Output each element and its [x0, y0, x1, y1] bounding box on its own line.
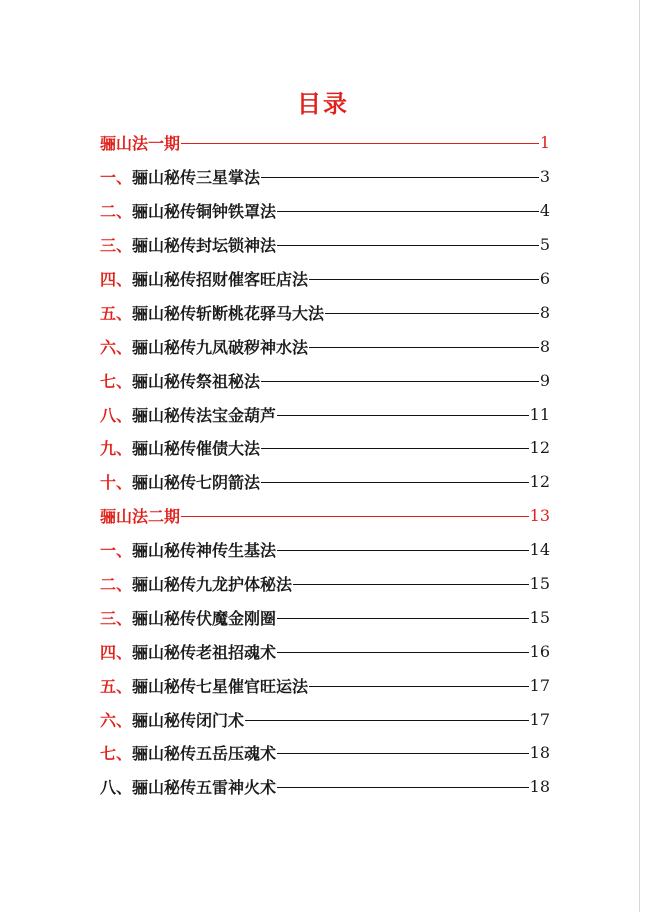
toc-entry[interactable]	[100, 634, 550, 668]
toc-entry-number: 三、	[100, 236, 133, 256]
toc-page-number: 8	[539, 302, 550, 322]
toc-entry-number: 六、	[100, 710, 133, 730]
toc-entry-label: 骊山秘传九龙护体秘法	[132, 575, 293, 595]
toc-entry[interactable]	[100, 770, 550, 804]
toc-leader-line	[245, 720, 529, 721]
toc-page-number: 8	[539, 336, 550, 356]
toc-entry-label: 骊山秘传五岳压魂术	[132, 744, 277, 764]
toc-entry-label: 骊山秘传法宝金葫芦	[132, 405, 277, 425]
toc-entry-number: 九、	[100, 439, 133, 459]
toc-leader-line	[261, 448, 529, 449]
toc-entry-number: 五、	[100, 303, 133, 323]
toc-page-number: 15	[529, 607, 550, 627]
toc-leader-line	[277, 618, 529, 619]
toc-section-label: 骊山法二期	[100, 507, 181, 527]
toc-entry-number: 二、	[100, 202, 133, 222]
toc-page-number: 4	[539, 201, 550, 221]
toc-entry-label: 骊山秘传七阴箭法	[132, 473, 261, 493]
toc-entry-number: 八、	[100, 778, 133, 798]
toc-leader-line	[309, 279, 539, 280]
toc-entry-label: 骊山秘传闭门术	[132, 710, 245, 730]
toc-page-number: 14	[529, 540, 550, 560]
page-edge-line	[639, 0, 640, 912]
toc-entry-label: 骊山秘传老祖招魂术	[132, 642, 277, 662]
toc-entry[interactable]	[100, 295, 550, 329]
toc-entry-label: 骊山秘传催债大法	[132, 439, 261, 459]
toc-page-number: 12	[529, 472, 550, 492]
toc-entry-number: 十、	[100, 473, 133, 493]
table-of-contents	[100, 126, 550, 804]
toc-entry[interactable]	[100, 465, 550, 499]
toc-leader-line	[261, 177, 539, 178]
toc-section-heading[interactable]	[100, 499, 550, 533]
toc-page-number: 6	[539, 269, 550, 288]
toc-section-heading[interactable]	[100, 126, 550, 160]
toc-entry-label: 骊山秘传招财催客旺店法	[132, 270, 309, 289]
toc-page-number: 11	[529, 404, 550, 424]
toc-entry-label: 骊山秘传祭祖秘法	[132, 371, 261, 391]
toc-entry[interactable]	[100, 702, 550, 736]
toc-page-number: 16	[529, 641, 550, 661]
toc-leader-line	[261, 482, 529, 483]
toc-leader-line	[181, 143, 539, 144]
toc-entry[interactable]	[100, 567, 550, 601]
toc-entry-number: 八、	[100, 405, 133, 425]
toc-entry-label: 骊山秘传封坛锁神法	[132, 236, 277, 256]
toc-leader-line	[277, 245, 539, 246]
toc-page-number: 3	[539, 167, 550, 187]
toc-page-number: 17	[529, 709, 550, 729]
page-title: 目录	[297, 89, 349, 118]
toc-entry[interactable]	[100, 600, 550, 634]
toc-leader-line	[261, 381, 539, 382]
toc-page-number: 13	[529, 506, 550, 526]
toc-entry-label: 骊山秘传九凤破秽神水法	[132, 337, 309, 357]
toc-entry-label: 骊山秘传神传生基法	[132, 541, 277, 561]
toc-page-number: 12	[529, 438, 550, 458]
toc-page-number: 18	[529, 777, 550, 797]
toc-entry-number: 四、	[100, 642, 133, 662]
toc-entry-number: 一、	[100, 168, 133, 188]
toc-entry[interactable]	[100, 262, 550, 296]
toc-entry[interactable]	[100, 397, 550, 431]
toc-leader-line	[309, 347, 539, 348]
toc-entry-number: 二、	[100, 575, 133, 595]
toc-entry-number: 五、	[100, 676, 133, 696]
toc-leader-line	[181, 516, 529, 517]
toc-entry-number: 六、	[100, 337, 133, 357]
toc-leader-line	[277, 652, 529, 653]
toc-leader-line	[309, 686, 529, 687]
toc-entry[interactable]	[100, 533, 550, 567]
toc-entry[interactable]	[100, 228, 550, 262]
toc-entry-label: 骊山秘传三星掌法	[132, 168, 261, 188]
toc-entry-number: 七、	[100, 371, 133, 391]
toc-leader-line	[277, 787, 529, 788]
toc-entry-label: 骊山秘传七星催官旺运法	[132, 676, 309, 696]
toc-entry[interactable]	[100, 668, 550, 702]
toc-entry[interactable]	[100, 160, 550, 194]
toc-entry[interactable]	[100, 329, 550, 363]
toc-entry[interactable]	[100, 363, 550, 397]
toc-leader-line	[325, 313, 539, 314]
toc-page-number: 18	[529, 743, 550, 763]
toc-section-label: 骊山法一期	[100, 134, 181, 154]
toc-page-number: 15	[529, 574, 550, 594]
toc-entry-number: 七、	[100, 744, 133, 764]
toc-leader-line	[277, 550, 529, 551]
toc-leader-line	[277, 415, 529, 416]
toc-leader-line	[293, 584, 529, 585]
toc-entry[interactable]	[100, 736, 550, 770]
toc-entry-label: 骊山秘传铜钟铁罩法	[132, 202, 277, 222]
toc-leader-line	[277, 211, 539, 212]
toc-entry[interactable]	[100, 194, 550, 228]
toc-page-number: 1	[539, 133, 550, 153]
toc-leader-line	[277, 753, 529, 754]
toc-entry-label: 骊山秘传五雷神火术	[132, 778, 277, 798]
toc-entry-number: 四、	[100, 270, 133, 289]
toc-entry-number: 三、	[100, 608, 133, 628]
toc-entry-label: 骊山秘传斩断桃花驿马大法	[132, 303, 325, 323]
toc-page-number: 17	[529, 675, 550, 695]
toc-page-number: 5	[539, 235, 550, 255]
toc-page-number: 9	[539, 370, 550, 390]
toc-entry[interactable]	[100, 431, 550, 465]
toc-entry-label: 骊山秘传伏魔金刚圈	[132, 608, 277, 628]
toc-entry-number: 一、	[100, 541, 133, 561]
